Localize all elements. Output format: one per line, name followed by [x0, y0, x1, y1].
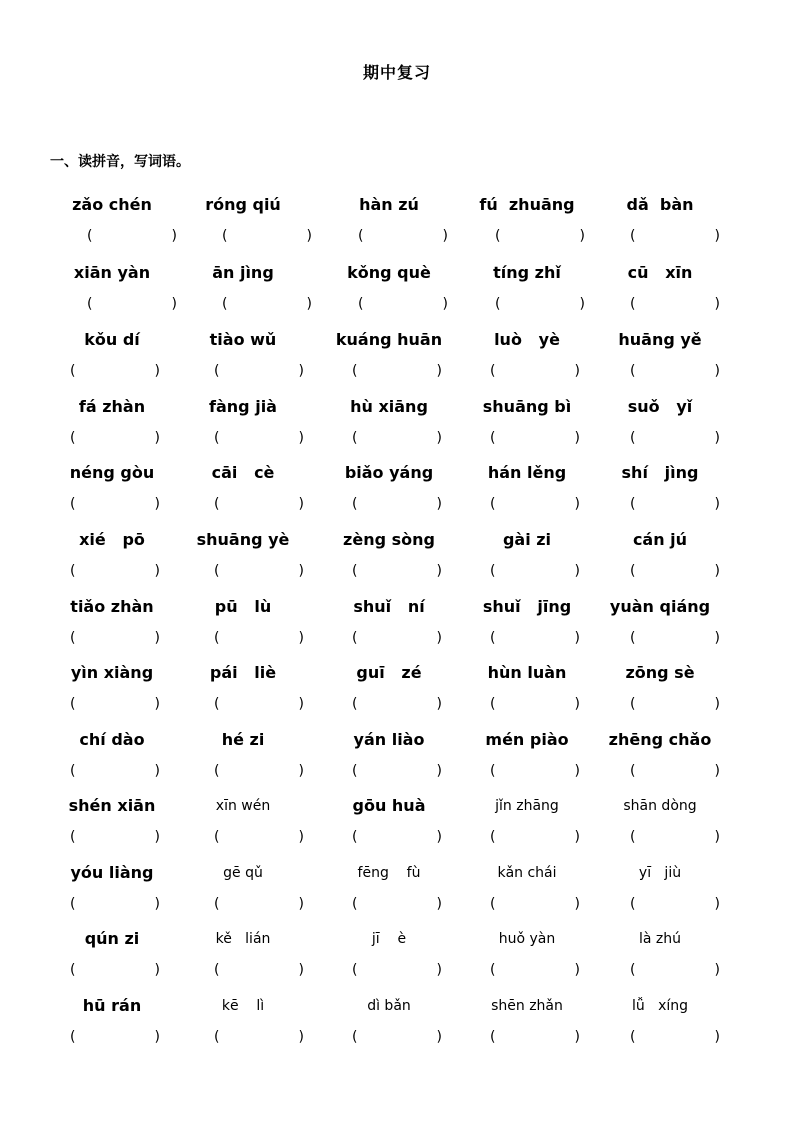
close-bracket: ) — [574, 696, 580, 712]
close-bracket: ) — [574, 496, 580, 512]
answer-blank[interactable] — [214, 361, 304, 381]
answer-blank[interactable] — [87, 294, 177, 314]
pinyin-prompt: chí dào — [79, 730, 145, 749]
close-bracket: ) — [171, 228, 177, 244]
answer-blank[interactable] — [352, 827, 442, 847]
pinyin-prompt: ān jìng — [212, 263, 274, 282]
pinyin-prompt: biǎo yáng — [344, 463, 434, 482]
pinyin-prompt: kǒng què — [347, 263, 431, 282]
open-bracket: ( — [630, 763, 636, 779]
pinyin-prompt: kǒu dí — [84, 330, 140, 349]
open-bracket: ( — [70, 1029, 76, 1045]
answer-blank[interactable] — [222, 294, 312, 314]
answer-blank[interactable] — [70, 761, 160, 781]
open-bracket: ( — [87, 296, 93, 312]
open-bracket: ( — [490, 829, 496, 845]
pinyin-prompt: shēn zhǎn — [491, 998, 563, 1014]
open-bracket: ( — [222, 296, 228, 312]
pinyin-prompt: yìn xiàng — [70, 663, 154, 682]
open-bracket: ( — [87, 228, 93, 244]
section-heading: 一、读拼音，写词语。 — [50, 154, 190, 170]
exercise-row — [0, 396, 794, 462]
pinyin-prompt: cán jú — [632, 530, 688, 549]
close-bracket: ) — [154, 696, 160, 712]
open-bracket: ( — [214, 763, 220, 779]
close-bracket: ) — [154, 1029, 160, 1045]
close-bracket: ) — [154, 363, 160, 379]
answer-blank[interactable] — [352, 494, 442, 514]
answer-blank[interactable] — [70, 628, 160, 648]
close-bracket: ) — [298, 829, 304, 845]
pinyin-prompt: hū rán — [82, 996, 142, 1015]
close-bracket: ) — [714, 1029, 720, 1045]
pinyin-prompt: shuāng bì — [482, 397, 572, 416]
close-bracket: ) — [436, 896, 442, 912]
pinyin-prompt: kuáng huān — [335, 330, 443, 349]
answer-blank[interactable] — [630, 428, 720, 448]
close-bracket: ) — [436, 630, 442, 646]
answer-blank[interactable] — [70, 694, 160, 714]
open-bracket: ( — [352, 1029, 358, 1045]
answer-blank[interactable] — [490, 561, 580, 581]
open-bracket: ( — [490, 763, 496, 779]
close-bracket: ) — [298, 363, 304, 379]
pinyin-prompt: shuǐ ní — [353, 597, 425, 616]
close-bracket: ) — [442, 296, 448, 312]
close-bracket: ) — [714, 430, 720, 446]
close-bracket: ) — [436, 363, 442, 379]
pinyin-prompt: kě lián — [215, 931, 271, 947]
open-bracket: ( — [214, 363, 220, 379]
exercise-row — [0, 928, 794, 994]
pinyin-prompt: shān dòng — [623, 798, 697, 814]
open-bracket: ( — [630, 962, 636, 978]
close-bracket: ) — [574, 962, 580, 978]
pinyin-prompt: fú zhuāng — [479, 195, 575, 214]
answer-blank[interactable] — [214, 428, 304, 448]
close-bracket: ) — [714, 829, 720, 845]
answer-blank[interactable] — [214, 494, 304, 514]
answer-blank[interactable] — [358, 226, 448, 246]
pinyin-prompt: hù xiāng — [350, 397, 428, 416]
pinyin-prompt: pái liè — [209, 663, 277, 682]
exercise-row — [0, 729, 794, 795]
open-bracket: ( — [490, 630, 496, 646]
exercise-row — [0, 596, 794, 662]
pinyin-prompt: là zhú — [638, 931, 681, 947]
close-bracket: ) — [298, 696, 304, 712]
close-bracket: ) — [154, 496, 160, 512]
answer-blank[interactable] — [630, 628, 720, 648]
answer-blank[interactable] — [214, 561, 304, 581]
answer-blank[interactable] — [490, 960, 580, 980]
close-bracket: ) — [298, 896, 304, 912]
open-bracket: ( — [70, 763, 76, 779]
pinyin-prompt: cū xīn — [627, 263, 693, 282]
answer-blank[interactable] — [352, 894, 442, 914]
pinyin-prompt: dì bǎn — [367, 998, 411, 1014]
open-bracket: ( — [490, 696, 496, 712]
pinyin-prompt: shén xiān — [68, 796, 156, 815]
open-bracket: ( — [630, 296, 636, 312]
answer-blank[interactable] — [490, 494, 580, 514]
pinyin-prompt: huāng yě — [618, 330, 702, 349]
answer-blank[interactable] — [352, 694, 442, 714]
pinyin-prompt: pū lù — [214, 597, 272, 616]
close-bracket: ) — [154, 430, 160, 446]
close-bracket: ) — [574, 829, 580, 845]
pinyin-prompt: yóu liàng — [70, 863, 154, 882]
answer-blank[interactable] — [214, 628, 304, 648]
close-bracket: ) — [436, 563, 442, 579]
close-bracket: ) — [714, 496, 720, 512]
exercise-row — [0, 329, 794, 395]
open-bracket: ( — [490, 1029, 496, 1045]
open-bracket: ( — [495, 228, 501, 244]
close-bracket: ) — [714, 630, 720, 646]
open-bracket: ( — [490, 363, 496, 379]
answer-blank[interactable] — [490, 694, 580, 714]
pinyin-prompt: yī jiù — [638, 865, 682, 881]
answer-blank[interactable] — [352, 428, 442, 448]
close-bracket: ) — [298, 763, 304, 779]
open-bracket: ( — [214, 696, 220, 712]
close-bracket: ) — [436, 496, 442, 512]
open-bracket: ( — [352, 962, 358, 978]
close-bracket: ) — [714, 296, 720, 312]
pinyin-prompt: hán lěng — [487, 463, 567, 482]
exercise-row — [0, 795, 794, 861]
answer-blank[interactable] — [87, 226, 177, 246]
exercise-row — [0, 462, 794, 528]
open-bracket: ( — [214, 896, 220, 912]
answer-blank[interactable] — [214, 894, 304, 914]
pinyin-prompt: shuāng yè — [196, 530, 290, 549]
close-bracket: ) — [442, 228, 448, 244]
answer-blank[interactable] — [70, 561, 160, 581]
pinyin-prompt: tíng zhǐ — [493, 263, 561, 282]
close-bracket: ) — [154, 763, 160, 779]
answer-blank[interactable] — [214, 694, 304, 714]
pinyin-prompt: fá zhàn — [78, 397, 146, 416]
close-bracket: ) — [436, 763, 442, 779]
answer-blank[interactable] — [358, 294, 448, 314]
pinyin-prompt: hàn zú — [359, 195, 419, 214]
exercise-row — [0, 194, 794, 260]
open-bracket: ( — [70, 363, 76, 379]
open-bracket: ( — [490, 896, 496, 912]
answer-blank[interactable] — [630, 361, 720, 381]
pinyin-prompt: mén piào — [485, 730, 569, 749]
open-bracket: ( — [352, 363, 358, 379]
close-bracket: ) — [574, 630, 580, 646]
pinyin-prompt: tiǎo zhàn — [70, 597, 154, 616]
open-bracket: ( — [70, 962, 76, 978]
close-bracket: ) — [306, 228, 312, 244]
open-bracket: ( — [630, 1029, 636, 1045]
pinyin-prompt: xié pō — [79, 530, 145, 549]
answer-blank[interactable] — [630, 960, 720, 980]
open-bracket: ( — [490, 496, 496, 512]
pinyin-prompt: kē lì — [221, 998, 265, 1014]
answer-blank[interactable] — [352, 628, 442, 648]
close-bracket: ) — [714, 563, 720, 579]
open-bracket: ( — [490, 563, 496, 579]
open-bracket: ( — [630, 630, 636, 646]
close-bracket: ) — [154, 563, 160, 579]
page-title: 期中复习 — [362, 63, 431, 82]
pinyin-prompt: hùn luàn — [487, 663, 567, 682]
open-bracket: ( — [630, 228, 636, 244]
answer-blank[interactable] — [630, 1027, 720, 1047]
open-bracket: ( — [490, 430, 496, 446]
close-bracket: ) — [154, 896, 160, 912]
open-bracket: ( — [630, 496, 636, 512]
pinyin-prompt: jǐn zhāng — [495, 798, 559, 814]
open-bracket: ( — [222, 228, 228, 244]
exercise-row — [0, 262, 794, 328]
pinyin-prompt: yuàn qiáng — [609, 597, 711, 616]
close-bracket: ) — [298, 563, 304, 579]
close-bracket: ) — [298, 1029, 304, 1045]
close-bracket: ) — [714, 228, 720, 244]
open-bracket: ( — [630, 563, 636, 579]
answer-blank[interactable] — [70, 894, 160, 914]
close-bracket: ) — [574, 763, 580, 779]
close-bracket: ) — [714, 763, 720, 779]
pinyin-prompt: shuǐ jīng — [482, 597, 572, 616]
exercise-row — [0, 529, 794, 595]
open-bracket: ( — [495, 296, 501, 312]
answer-blank[interactable] — [490, 894, 580, 914]
pinyin-prompt: gài zi — [502, 530, 552, 549]
answer-blank[interactable] — [630, 827, 720, 847]
answer-blank[interactable] — [70, 428, 160, 448]
exercise-row — [0, 995, 794, 1061]
exercise-row — [0, 862, 794, 928]
open-bracket: ( — [352, 563, 358, 579]
close-bracket: ) — [574, 563, 580, 579]
close-bracket: ) — [306, 296, 312, 312]
close-bracket: ) — [436, 696, 442, 712]
open-bracket: ( — [214, 962, 220, 978]
answer-blank[interactable] — [70, 494, 160, 514]
answer-blank[interactable] — [630, 761, 720, 781]
close-bracket: ) — [714, 896, 720, 912]
pinyin-prompt: cāi cè — [211, 463, 275, 482]
answer-blank[interactable] — [495, 226, 585, 246]
open-bracket: ( — [70, 696, 76, 712]
answer-blank[interactable] — [490, 361, 580, 381]
answer-blank[interactable] — [630, 894, 720, 914]
pinyin-prompt: jī è — [371, 931, 407, 947]
pinyin-prompt: qún zi — [84, 929, 140, 948]
exercise-row — [0, 662, 794, 728]
pinyin-prompt: shí jìng — [621, 463, 699, 482]
answer-blank[interactable] — [214, 761, 304, 781]
pinyin-prompt: kǎn chái — [497, 865, 557, 881]
answer-blank[interactable] — [352, 1027, 442, 1047]
open-bracket: ( — [630, 696, 636, 712]
close-bracket: ) — [436, 829, 442, 845]
close-bracket: ) — [154, 829, 160, 845]
pinyin-prompt: tiào wǔ — [209, 330, 277, 349]
open-bracket: ( — [214, 430, 220, 446]
open-bracket: ( — [214, 563, 220, 579]
open-bracket: ( — [214, 829, 220, 845]
answer-blank[interactable] — [352, 361, 442, 381]
pinyin-prompt: fàng jià — [209, 397, 277, 416]
close-bracket: ) — [714, 363, 720, 379]
close-bracket: ) — [298, 962, 304, 978]
pinyin-prompt: luò yè — [494, 330, 560, 349]
pinyin-prompt: hé zi — [221, 730, 265, 749]
close-bracket: ) — [574, 896, 580, 912]
open-bracket: ( — [630, 363, 636, 379]
answer-blank[interactable] — [490, 628, 580, 648]
answer-blank[interactable] — [630, 226, 720, 246]
open-bracket: ( — [358, 228, 364, 244]
open-bracket: ( — [70, 896, 76, 912]
open-bracket: ( — [352, 696, 358, 712]
answer-blank[interactable] — [70, 361, 160, 381]
close-bracket: ) — [574, 363, 580, 379]
answer-blank[interactable] — [630, 694, 720, 714]
open-bracket: ( — [630, 829, 636, 845]
answer-blank[interactable] — [214, 1027, 304, 1047]
answer-blank[interactable] — [222, 226, 312, 246]
close-bracket: ) — [579, 228, 585, 244]
answer-blank[interactable] — [490, 761, 580, 781]
pinyin-prompt: fēng fù — [357, 865, 421, 881]
close-bracket: ) — [579, 296, 585, 312]
open-bracket: ( — [352, 430, 358, 446]
answer-blank[interactable] — [490, 827, 580, 847]
pinyin-prompt: yán liào — [353, 730, 425, 749]
answer-blank[interactable] — [352, 761, 442, 781]
close-bracket: ) — [436, 1029, 442, 1045]
open-bracket: ( — [352, 630, 358, 646]
pinyin-prompt: zōng sè — [625, 663, 695, 682]
close-bracket: ) — [714, 962, 720, 978]
answer-blank[interactable] — [490, 428, 580, 448]
open-bracket: ( — [352, 896, 358, 912]
answer-blank[interactable] — [70, 960, 160, 980]
pinyin-prompt: huǒ yàn — [498, 931, 556, 947]
answer-blank[interactable] — [352, 561, 442, 581]
pinyin-prompt: róng qiú — [205, 195, 281, 214]
open-bracket: ( — [214, 630, 220, 646]
open-bracket: ( — [630, 430, 636, 446]
close-bracket: ) — [436, 962, 442, 978]
open-bracket: ( — [214, 1029, 220, 1045]
open-bracket: ( — [352, 829, 358, 845]
answer-blank[interactable] — [630, 294, 720, 314]
close-bracket: ) — [171, 296, 177, 312]
open-bracket: ( — [70, 496, 76, 512]
open-bracket: ( — [358, 296, 364, 312]
pinyin-prompt: dǎ bàn — [626, 195, 694, 214]
pinyin-prompt: gē qǔ — [223, 865, 263, 881]
close-bracket: ) — [714, 696, 720, 712]
open-bracket: ( — [70, 563, 76, 579]
open-bracket: ( — [70, 630, 76, 646]
close-bracket: ) — [574, 1029, 580, 1045]
pinyin-prompt: lǚ xíng — [631, 998, 689, 1014]
answer-blank[interactable] — [490, 1027, 580, 1047]
pinyin-prompt: guī zé — [356, 663, 422, 682]
pinyin-prompt: néng gòu — [69, 463, 155, 482]
pinyin-prompt: suǒ yǐ — [627, 397, 693, 416]
pinyin-prompt: xīn wén — [215, 798, 271, 814]
pinyin-prompt: zèng sòng — [343, 530, 435, 549]
open-bracket: ( — [214, 496, 220, 512]
close-bracket: ) — [574, 430, 580, 446]
answer-blank[interactable] — [630, 561, 720, 581]
pinyin-prompt: zǎo chén — [72, 195, 152, 214]
open-bracket: ( — [352, 763, 358, 779]
open-bracket: ( — [352, 496, 358, 512]
close-bracket: ) — [154, 962, 160, 978]
answer-blank[interactable] — [495, 294, 585, 314]
answer-blank[interactable] — [70, 827, 160, 847]
open-bracket: ( — [70, 829, 76, 845]
open-bracket: ( — [630, 896, 636, 912]
open-bracket: ( — [490, 962, 496, 978]
close-bracket: ) — [154, 630, 160, 646]
close-bracket: ) — [298, 496, 304, 512]
answer-blank[interactable] — [214, 827, 304, 847]
answer-blank[interactable] — [630, 494, 720, 514]
pinyin-prompt: xiān yàn — [73, 263, 151, 282]
open-bracket: ( — [70, 430, 76, 446]
pinyin-prompt: gōu huà — [352, 796, 426, 815]
close-bracket: ) — [436, 430, 442, 446]
answer-blank[interactable] — [70, 1027, 160, 1047]
close-bracket: ) — [298, 430, 304, 446]
answer-blank[interactable] — [214, 960, 304, 980]
answer-blank[interactable] — [352, 960, 442, 980]
close-bracket: ) — [298, 630, 304, 646]
pinyin-prompt: zhēng chǎo — [608, 730, 712, 749]
